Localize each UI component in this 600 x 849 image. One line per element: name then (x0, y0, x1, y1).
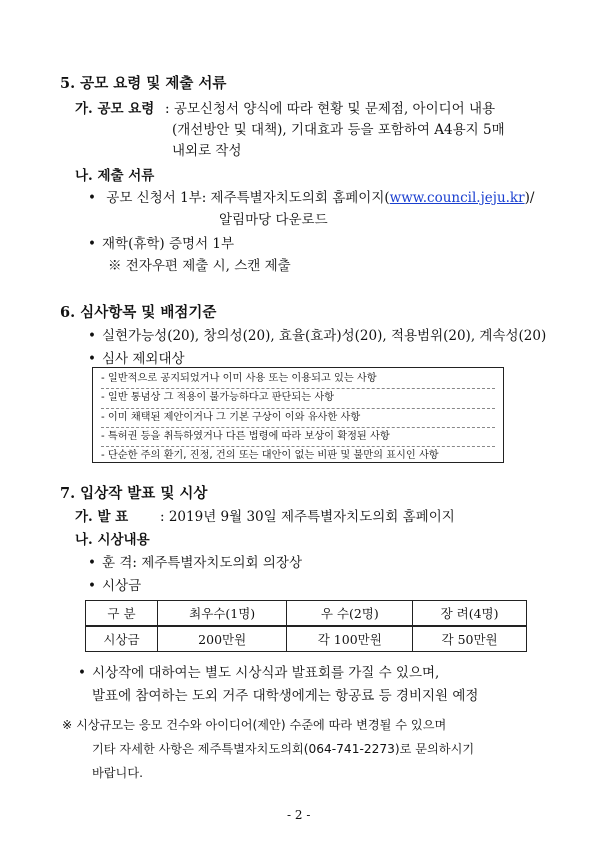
award-item (88, 551, 302, 571)
award-item-text: 훈 격: 제주특별자치도의회 의장상 (102, 555, 302, 571)
section5-a-text-2: (개선방안 및 대책), 기대효과 등을 포함하여 A4용지 5매 (172, 122, 505, 138)
exclusion-item: - 이미 채택된 제안이거나 그 기본 구상이 이와 유사한 사항 (101, 409, 495, 428)
prize-table-cell: 200만원 (157, 626, 286, 652)
page-number: - 2 - (287, 808, 311, 822)
section5-a-text-3: 내외로 작성 (172, 143, 242, 159)
prize-table-cell: 시상금 (86, 626, 158, 652)
prize-table-row (86, 626, 527, 652)
exclusion-item: - 일반적으로 공지되었거나 이미 사용 또는 이용되고 있는 사항 (101, 370, 495, 389)
section5-a-text-1: : 공모신청서 양식에 따라 현황 및 문제점, 아이디어 내용 (165, 101, 496, 117)
exclusion-heading (88, 347, 185, 367)
prize-table-header-cell: 우 수(2명) (287, 601, 413, 627)
exclusion-item: - 단순한 주의 환기, 진정, 건의 또는 대안이 없는 비판 및 불만의 표시인 사항 (101, 450, 439, 462)
ceremony-note (78, 661, 439, 681)
council-website-link[interactable]: www.council.jeju.kr (389, 190, 525, 206)
section6-title: 6. 심사항목 및 배점기준 (60, 304, 217, 321)
section5-a-label: 가. 공모 요령 (75, 101, 155, 117)
prize-table-header-cell: 구 분 (86, 601, 158, 627)
prize-table-header-row (86, 601, 527, 627)
submission-item-form-text: 공모 신청서 1부: 제주특별자치도의회 홈페이지( (106, 190, 390, 206)
submission-item-certificate-text: 재학(휴학) 증명서 1부 (102, 236, 235, 252)
exclusion-item: - 특허권 등을 취득하였거나 다른 법령에 따라 보상이 확정된 사항 (101, 428, 495, 447)
ceremony-note-line2: 발표에 참여하는 도외 거주 대학생에게는 항공료 등 경비지원 예정 (92, 688, 479, 704)
criteria-item (88, 324, 546, 344)
section7-b-label: 나. 시상내용 (75, 532, 150, 548)
submission-item-form-suffix: )/ (524, 190, 535, 206)
prize-table-header-cell: 최우수(1명) (157, 601, 286, 627)
email-scan-note: ※ 전자우편 제출 시, 스캔 제출 (108, 258, 291, 274)
ceremony-note-line1: 시상작에 대하여는 별도 시상식과 발표회를 가질 수 있으며, (92, 665, 440, 681)
section7-a-label: 가. 발 표 (75, 509, 129, 525)
exclusion-box (92, 367, 504, 463)
submission-item-form-line2: 알림마당 다운로드 (219, 212, 328, 228)
section7-title: 7. 입상작 발표 및 시상 (60, 485, 208, 502)
footer-note-line3: 바랍니다. (92, 766, 143, 780)
prize-table-cell: 각 50만원 (413, 626, 527, 652)
prize-table-cell: 각 100만원 (287, 626, 413, 652)
section5-title: 5. 공모 요령 및 제출 서류 (60, 75, 227, 92)
prize-heading (88, 574, 141, 594)
section7-a-text: : 2019년 9월 30일 제주특별자치도의회 홈페이지 (160, 509, 455, 525)
prize-heading-text: 시상금 (102, 578, 142, 594)
exclusion-item: - 일반 통념상 그 적용이 불가능하다고 판단되는 사항 (101, 389, 495, 408)
exclusion-heading-text: 심사 제외대상 (102, 351, 185, 367)
footer-note-line1: ※ 시상규모는 응모 건수와 아이디어(제안) 수준에 따라 변경될 수 있으며 (62, 718, 447, 732)
criteria-item-text: 실현가능성(20), 창의성(20), 효율(효과)성(20), 적용범위(20), 계속성(20) (102, 328, 547, 344)
prize-table (85, 600, 527, 652)
section5-b-label: 나. 제출 서류 (75, 168, 155, 184)
prize-table-header-cell: 장 려(4명) (413, 601, 527, 627)
submission-item-form (88, 186, 534, 206)
footer-note-line2: 기타 자세한 사항은 제주특별자치도의회(064-741-2273)로 문의하시기 (92, 742, 475, 756)
submission-item-certificate (88, 232, 234, 252)
